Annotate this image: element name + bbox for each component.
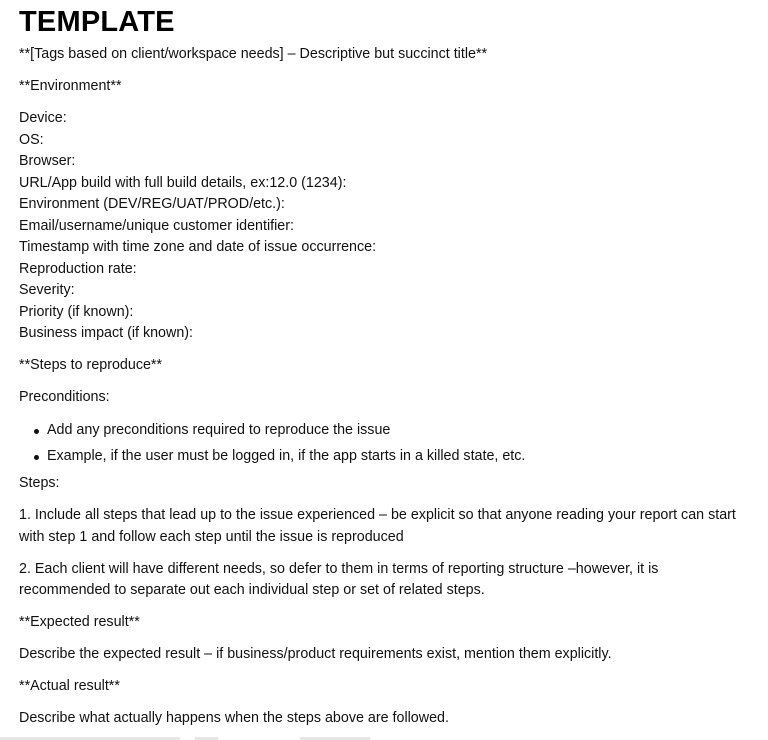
actual-text: Describe what actually happens when the steps above are followed. bbox=[19, 710, 449, 726]
step-2-line-2: recommended to separate out each individual step or set of related steps. bbox=[19, 582, 485, 598]
expected-heading: **Expected result** bbox=[19, 614, 140, 630]
environment-fields bbox=[19, 108, 754, 345]
list-item bbox=[47, 446, 754, 468]
bullet-icon bbox=[34, 429, 39, 434]
field-reproduction-rate: Reproduction rate: bbox=[19, 260, 137, 277]
field-browser: Browser: bbox=[19, 153, 76, 169]
document-body bbox=[19, 0, 754, 730]
actual-heading: **Actual result** bbox=[19, 678, 120, 694]
bullet-icon bbox=[34, 455, 39, 460]
field-timestamp: Timestamp with time zone and date of issue occurrence: bbox=[19, 239, 377, 255]
field-build: URL/App build with full build details, ex:12.0 (1234): bbox=[19, 174, 347, 191]
preconditions-label: Preconditions: bbox=[19, 389, 110, 405]
step-1-line-2: with step 1 and follow each step until the issue is reproduced bbox=[19, 528, 404, 545]
preconditions-list bbox=[19, 420, 754, 468]
steps-heading: **Steps to reproduce** bbox=[19, 357, 163, 373]
field-priority: Priority (if known): bbox=[19, 303, 134, 320]
step-2 bbox=[19, 559, 754, 602]
list-item-text: Add any preconditions required to reproduce the issue bbox=[47, 421, 391, 438]
list-item-text: Example, if the user must be logged in, if the app starts in a killed state, etc. bbox=[47, 447, 526, 464]
field-severity: Severity: bbox=[19, 282, 75, 298]
field-device: Device: bbox=[19, 110, 67, 126]
field-os: OS: bbox=[19, 131, 44, 148]
field-business-impact: Business impact (if known): bbox=[19, 325, 194, 341]
field-environment: Environment (DEV/REG/UAT/PROD/etc.): bbox=[19, 196, 285, 212]
step-1 bbox=[19, 505, 754, 548]
page-title: TEMPLATE bbox=[19, 6, 175, 38]
step-2-line-1: 2. Each client will have different needs, so defer to them in terms of reporting structure –however, it is bbox=[19, 560, 659, 577]
summary-line: **[Tags based on client/workspace needs] – Descriptive but succinct title** bbox=[19, 46, 488, 62]
environment-heading: **Environment** bbox=[19, 78, 122, 94]
expected-text: Describe the expected result – if business/product requirements exist, mention them explicitly. bbox=[19, 646, 612, 662]
step-1-line-1: 1. Include all steps that lead up to the issue experienced – be explicit so that anyone reading your report can start bbox=[19, 507, 736, 523]
field-user-identifier: Email/username/unique customer identifier: bbox=[19, 217, 294, 234]
list-item bbox=[47, 420, 754, 442]
steps-label: Steps: bbox=[19, 475, 60, 491]
